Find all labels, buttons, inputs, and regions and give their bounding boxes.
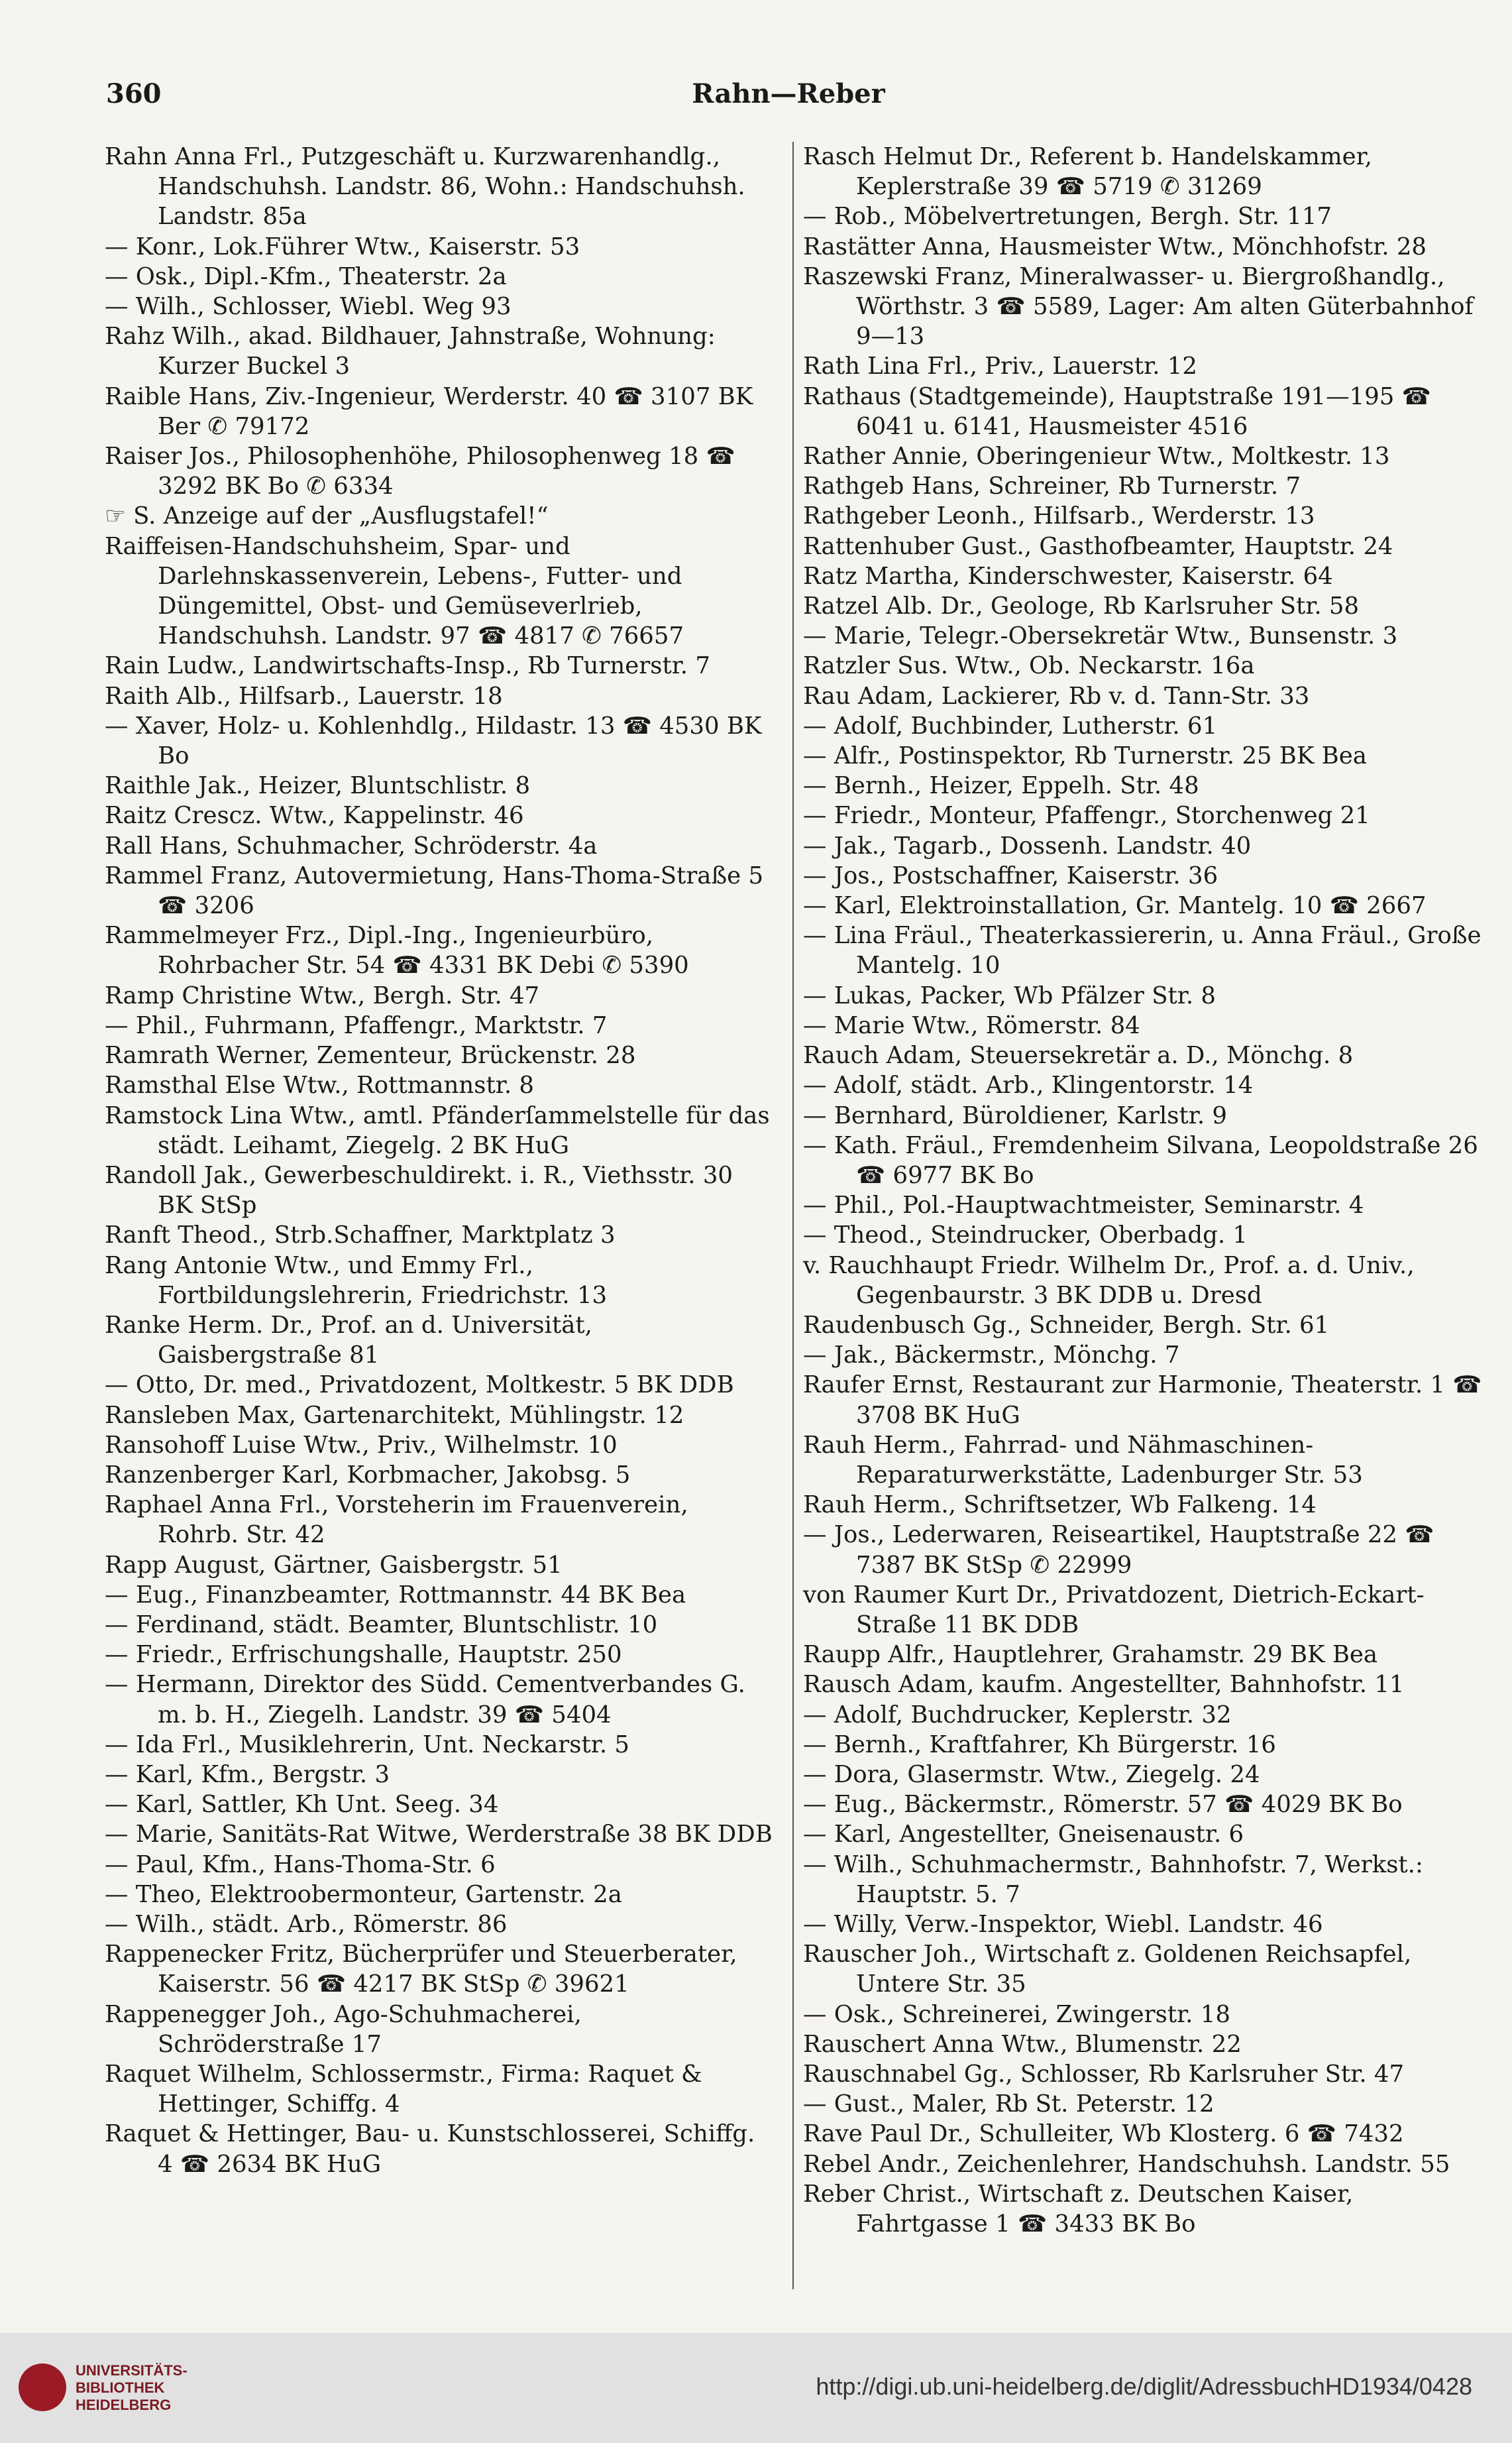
directory-entry: — Jos., Postschaffner, Kaiserstr. 36 — [803, 862, 1218, 889]
directory-entry: — Hermann, Direktor des Südd. Cementverbandes G. m. b. H., Ziegelh. Landstr. 39 ☎ 5404 — [105, 1671, 745, 1729]
directory-entry: Ransohoff Luise Wtw., Priv., Wilhelmstr. 10 — [105, 1431, 618, 1459]
directory-entry: Ransleben Max, Gartenarchitekt, Mühlingstr. 12 — [105, 1401, 684, 1429]
directory-entry: — Eug., Finanzbeamter, Rottmannstr. 44 BK Bea — [105, 1581, 686, 1609]
directory-entry: — Gust., Maler, Rb St. Peterstr. 12 — [803, 2090, 1215, 2118]
directory-entry: — Konr., Lok.Führer Wtw., Kaiserstr. 53 — [105, 233, 580, 260]
directory-entry: Rapp August, Gärtner, Gaisbergstr. 51 — [105, 1551, 563, 1579]
directory-entry: Rauschert Anna Wtw., Blumenstr. 22 — [803, 2030, 1242, 2058]
directory-entry: Rasch Helmut Dr., Referent b. Handelskammer, Keplerstraße 39 ☎ 5719 ✆ 31269 — [803, 143, 1372, 201]
directory-entry: Raith Alb., Hilfsarb., Lauerstr. 18 — [105, 682, 503, 710]
directory-entry: — Bernh., Kraftfahrer, Kh Bürgerstr. 16 — [803, 1731, 1276, 1758]
directory-entry: Ramrath Werner, Zementeur, Brückenstr. 28 — [105, 1042, 636, 1070]
directory-entry: — Lukas, Packer, Wb Pfälzer Str. 8 — [803, 982, 1216, 1009]
directory-entry: Rammelmeyer Frz., Dipl.-Ing., Ingenieurbüro, Rohrbacher Str. 54 ☎ 4331 BK Debi ✆ 5390 — [105, 922, 689, 980]
logo-line: HEIDELBERG — [76, 2397, 172, 2413]
directory-entry: — Otto, Dr. med., Privatdozent, Moltkestr. 5 BK DDB — [105, 1371, 734, 1399]
viewer-footer — [0, 2333, 1512, 2443]
directory-entry: Randoll Jak., Gewerbeschuldirekt. i. R., Viethsstr. 30 BK StSp — [105, 1161, 733, 1220]
directory-entry: Raphael Anna Frl., Vorsteherin im Frauenverein, Rohrb. Str. 42 — [105, 1491, 688, 1549]
directory-entry: Rather Annie, Oberingenieur Wtw., Moltkestr. 13 — [803, 443, 1390, 471]
column-divider — [792, 142, 794, 2289]
directory-entry: — Bernhard, Büroldiener, Karlstr. 9 — [803, 1102, 1227, 1129]
directory-entry: — Phil., Pol.-Hauptwachtmeister, Seminarstr. 4 — [803, 1192, 1364, 1220]
directory-entry: Rang Antonie Wtw., und Emmy Frl., Fortbildungslehrerin, Friedrichstr. 13 — [105, 1251, 608, 1309]
directory-entry: Rappenegger Joh., Ago-Schuhmacherei, Schröderstraße 17 — [105, 2000, 582, 2058]
directory-entry: Rathgeber Leonh., Hilfsarb., Werderstr. 13 — [803, 502, 1315, 530]
directory-entry: — Wilh., Schlosser, Wiebl. Weg 93 — [105, 293, 512, 321]
directory-entry: ☞ S. Anzeige auf der „Ausflugstafel!“ — [105, 502, 549, 530]
directory-entry: — Osk., Schreinerei, Zwingerstr. 18 — [803, 2000, 1230, 2028]
directory-entry: — Karl, Sattler, Kh Unt. Seeg. 34 — [105, 1791, 499, 1819]
directory-entry: Rauh Herm., Schriftsetzer, Wb Falkeng. 14 — [803, 1491, 1317, 1519]
left-column — [105, 142, 774, 2179]
directory-entry: — Jak., Bäckermstr., Mönchg. 7 — [803, 1341, 1180, 1369]
directory-entry: Raible Hans, Ziv.-Ingenieur, Werderstr. 40 ☎ 3107 BK Ber ✆ 79172 — [105, 382, 753, 440]
directory-entry: — Rob., Möbelvertretungen, Bergh. Str. 117 — [803, 203, 1332, 231]
directory-entry: — Marie, Telegr.-Obersekretär Wtw., Bunsenstr. 3 — [803, 622, 1398, 650]
directory-entry: — Kath. Fräul., Fremdenheim Silvana, Leopoldstraße 26 ☎ 6977 BK Bo — [803, 1131, 1478, 1189]
directory-entry: Raszewski Franz, Mineralwasser- u. Biergroßhandlg., Wörthstr. 3 ☎ 5589, Lager: Am alten Güterbahnhof 9—13 — [803, 262, 1474, 351]
directory-entry: — Alfr., Postinspektor, Rb Turnerstr. 25 BK Bea — [803, 742, 1367, 770]
directory-entry: — Karl, Kfm., Bergstr. 3 — [105, 1760, 390, 1788]
directory-entry: — Dora, Glasermstr. Wtw., Ziegelg. 24 — [803, 1760, 1260, 1788]
directory-entry: — Phil., Fuhrmann, Pfaffengr., Marktstr. 7 — [105, 1011, 608, 1039]
directory-entry: — Paul, Kfm., Hans-Thoma-Str. 6 — [105, 1850, 496, 1878]
directory-entry: Rau Adam, Lackierer, Rb v. d. Tann-Str. 33 — [803, 682, 1310, 710]
page-header — [106, 78, 1471, 118]
directory-entry: — Wilh., städt. Arb., Römerstr. 86 — [105, 1910, 508, 1938]
directory-entry: Raiser Jos., Philosophenhöhe, Philosophenweg 18 ☎ 3292 BK Bo ✆ 6334 — [105, 443, 735, 500]
directory-entry: — Marie, Sanitäts-Rat Witwe, Werderstraße 38 BK DDB — [105, 1821, 773, 1848]
directory-entry: Rastätter Anna, Hausmeister Wtw., Mönchhofstr. 28 — [803, 233, 1427, 260]
directory-entry: Ranft Theod., Strb.Schaffner, Marktplatz 3 — [105, 1222, 616, 1249]
directory-entry: Rebel Andr., Zeichenlehrer, Handschuhsh. Landstr. 55 — [803, 2150, 1450, 2178]
directory-entry: — Xaver, Holz- u. Kohlenhdlg., Hildastr. 13 ☎ 4530 BK Bo — [105, 712, 762, 770]
directory-entry: Rathgeb Hans, Schreiner, Rb Turnerstr. 7 — [803, 473, 1301, 500]
directory-entry: Rahn Anna Frl., Putzgeschäft u. Kurzwarenhandlg., Handschuhsh. Landstr. 86, Wohn.: Handschuhsh. Landstr. 85a — [105, 143, 745, 231]
directory-entry: — Friedr., Erfrischungshalle, Hauptstr. 250 — [105, 1641, 622, 1669]
directory-entry: Reber Christ., Wirtschaft z. Deutschen Kaiser, Fahrtgasse 1 ☎ 3433 BK Bo — [803, 2180, 1354, 2238]
directory-entry: Raufer Ernst, Restaurant zur Harmonie, Theaterstr. 1 ☎ 3708 BK HuG — [803, 1371, 1482, 1429]
directory-entry: von Raumer Kurt Dr., Privatdozent, Dietrich-Eckart-Straße 11 BK DDB — [803, 1581, 1425, 1638]
directory-entry: Rathaus (Stadtgemeinde), Hauptstraße 191—195 ☎ 6041 u. 6141, Hausmeister 4516 — [803, 382, 1431, 440]
directory-entry: — Jos., Lederwaren, Reiseartikel, Hauptstraße 22 ☎ 7387 BK StSp ✆ 22999 — [803, 1521, 1434, 1579]
directory-entry: — Bernh., Heizer, Eppelh. Str. 48 — [803, 772, 1199, 800]
logo-line: UNIVERSITÄTS- — [76, 2362, 188, 2379]
directory-entry: — Theod., Steindrucker, Oberbadg. 1 — [803, 1222, 1248, 1249]
directory-entry: — Karl, Elektroinstallation, Gr. Mantelg. 10 ☎ 2667 — [803, 892, 1427, 920]
directory-entry: Raithle Jak., Heizer, Bluntschlistr. 8 — [105, 772, 531, 800]
directory-entry: Raitz Crescz. Wtw., Kappelinstr. 46 — [105, 802, 524, 830]
directory-entry: Rattenhuber Gust., Gasthofbeamter, Hauptstr. 24 — [803, 532, 1393, 560]
directory-entry: Raudenbusch Gg., Schneider, Bergh. Str. 61 — [803, 1311, 1330, 1339]
directory-entry: Raquet & Hettinger, Bau- u. Kunstschlosserei, Schiffg. 4 ☎ 2634 BK HuG — [105, 2120, 755, 2178]
directory-entry: — Adolf, Buchdrucker, Keplerstr. 32 — [803, 1701, 1232, 1729]
directory-entry: — Theo, Elektroobermonteur, Gartenstr. 2a — [105, 1880, 622, 1908]
directory-entry: Ramp Christine Wtw., Bergh. Str. 47 — [105, 982, 540, 1009]
directory-entry: — Ferdinand, städt. Beamter, Bluntschlistr. 10 — [105, 1611, 658, 1638]
directory-entry: Rain Ludw., Landwirtschafts-Insp., Rb Turnerstr. 7 — [105, 652, 710, 680]
permalink-url[interactable]: http://digi.ub.uni-heidelberg.de/diglit/AdressbuchHD1934/0428 — [816, 2373, 1472, 2400]
directory-entry: Rahz Wilh., akad. Bildhauer, Jahnstraße, Wohnung: Kurzer Buckel 3 — [105, 323, 716, 380]
directory-entry: Rausch Adam, kaufm. Angestellter, Bahnhofstr. 11 — [803, 1671, 1405, 1699]
directory-entry: — Lina Fräul., Theaterkassiererin, u. Anna Fräul., Große Mantelg. 10 — [803, 922, 1482, 980]
running-head: Rahn—Reber — [692, 78, 885, 109]
directory-entry: Raiffeisen-Handschuhsheim, Spar- und Darlehnskassenverein, Lebens-, Futter- und Düngemittel, Obst- und Gemüseverlrieb, Handschuhsh. Landstr. 97 ☎ 4817 ✆ 76657 — [105, 532, 684, 650]
directory-entry: Ramsthal Else Wtw., Rottmannstr. 8 — [105, 1072, 534, 1100]
directory-entry: — Marie Wtw., Römerstr. 84 — [803, 1011, 1140, 1039]
directory-entry: Rauscher Joh., Wirtschaft z. Goldenen Reichsapfel, Untere Str. 35 — [803, 1941, 1412, 1998]
directory-entry: Ranke Herm. Dr., Prof. an d. Universität, Gaisbergstraße 81 — [105, 1311, 592, 1369]
directory-entry: — Eug., Bäckermstr., Römerstr. 57 ☎ 4029 BK Bo — [803, 1791, 1403, 1819]
directory-entry: Rall Hans, Schuhmacher, Schröderstr. 4a — [105, 832, 598, 860]
directory-entry: — Willy, Verw.-Inspektor, Wiebl. Landstr. 46 — [803, 1910, 1323, 1938]
directory-entry: v. Rauchhaupt Friedr. Wilhelm Dr., Prof. a. d. Univ., Gegenbaurstr. 3 BK DDB u. Dresd — [803, 1251, 1415, 1309]
directory-entry: Rath Lina Frl., Priv., Lauerstr. 12 — [803, 353, 1197, 380]
directory-entry: — Karl, Angestellter, Gneisenaustr. 6 — [803, 1821, 1244, 1848]
directory-entry: Rave Paul Dr., Schulleiter, Wb Klosterg. 6 ☎ 7432 — [803, 2120, 1404, 2148]
directory-entry: Ratzel Alb. Dr., Geologe, Rb Karlsruher Str. 58 — [803, 593, 1360, 620]
directory-entry: Rammel Franz, Autovermietung, Hans-Thoma-Straße 5 ☎ 3206 — [105, 862, 764, 920]
directory-entry: Ranzenberger Karl, Korbmacher, Jakobsg. 5 — [105, 1461, 631, 1489]
directory-entry: Rauh Herm., Fahrrad- und Nähmaschinen-Reparaturwerkstätte, Ladenburger Str. 53 — [803, 1431, 1363, 1489]
logo-line: BIBLIOTHEK — [76, 2379, 165, 2396]
directory-entry: — Osk., Dipl.-Kfm., Theaterstr. 2a — [105, 262, 507, 290]
directory-entry: Ratz Martha, Kinderschwester, Kaiserstr. 64 — [803, 562, 1333, 590]
directory-entry: Rauch Adam, Steuersekretär a. D., Mönchg. 8 — [803, 1042, 1354, 1070]
library-logo-text — [76, 2362, 188, 2414]
directory-entry: Ramstock Lina Wtw., amtl. Pfänderſammelstelle für das städt. Leihamt, Ziegelg. 2 BK HuG — [105, 1102, 770, 1159]
directory-entry: — Adolf, Buchbinder, Lutherstr. 61 — [803, 712, 1218, 740]
directory-entry: — Adolf, städt. Arb., Klingentorstr. 14 — [803, 1072, 1254, 1100]
directory-entry: — Friedr., Monteur, Pfaffengr., Storchenweg 21 — [803, 802, 1370, 830]
right-column — [803, 142, 1485, 2239]
directory-entry: — Ida Frl., Musiklehrerin, Unt. Neckarstr. 5 — [105, 1731, 629, 1758]
directory-entry: Raquet Wilhelm, Schlossermstr., Firma: Raquet & Hettinger, Schiffg. 4 — [105, 2061, 702, 2118]
directory-entry: Ratzler Sus. Wtw., Ob. Neckarstr. 16a — [803, 652, 1255, 680]
directory-entry: Raupp Alfr., Hauptlehrer, Grahamstr. 29 BK Bea — [803, 1641, 1378, 1669]
library-logo-icon — [19, 2363, 66, 2411]
directory-entry: Rauschnabel Gg., Schlosser, Rb Karlsruher Str. 47 — [803, 2061, 1405, 2088]
directory-entry: — Jak., Tagarb., Dossenh. Landstr. 40 — [803, 832, 1252, 860]
directory-entry: — Wilh., Schuhmachermstr., Bahnhofstr. 7, Werkst.: Hauptstr. 5. 7 — [803, 1850, 1423, 1908]
page-number: 360 — [106, 78, 162, 109]
directory-entry: Rappenecker Fritz, Bücherprüfer und Steuerberater, Kaiserstr. 56 ☎ 4217 BK StSp ✆ 39621 — [105, 1941, 737, 1998]
